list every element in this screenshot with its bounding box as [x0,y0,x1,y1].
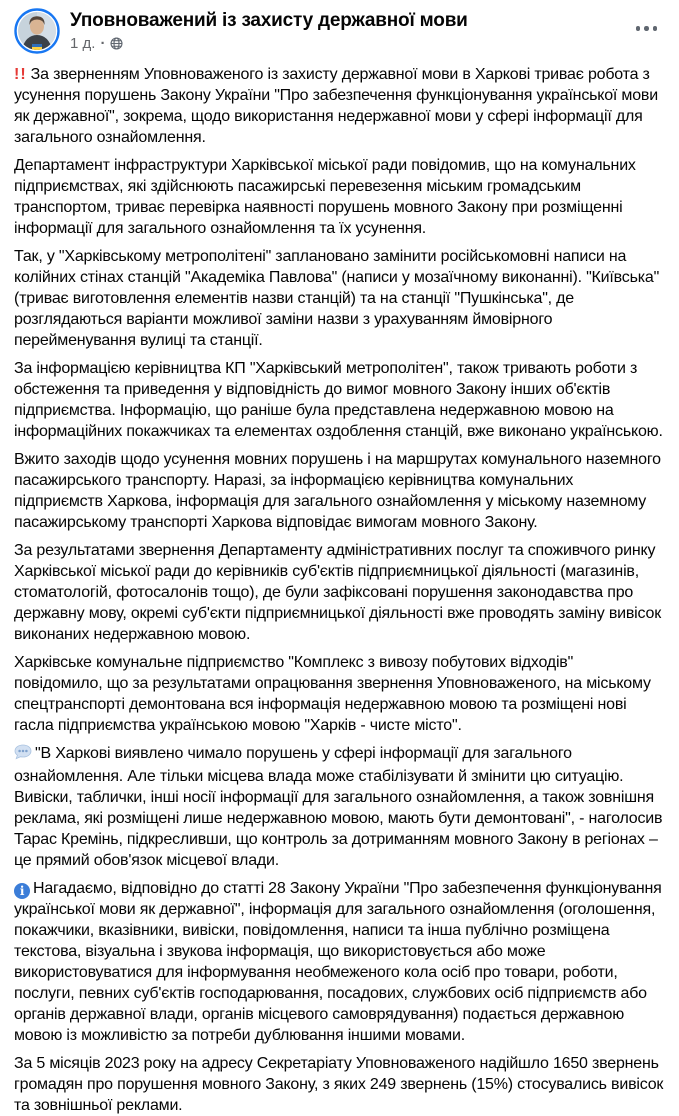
header-text-block [70,8,468,52]
post-paragraph [14,64,665,148]
speech-balloon-icon [14,744,32,766]
ellipsis-dot [636,26,641,31]
paragraph-text: "В Харкові виявлено чимало порушень у сфері інформації для загального ознайомлення. Але тільки місцева влада може стабілізувати й змінити цю ситуацію. Вивіски, таблички, інші носії інформації для загального ознайомлення, а також зовнішня реклама, які розміщені лише недержавною мовою, мають бути демонтовані", - наголосив Тарас Кремінь, підкресливши, що контроль за дотриманням мовного Закону в регіонах – це прямий обов'язок місцевої влади. [14,745,663,869]
paragraph-text: Харківське комунальне підприємство "Комплекс з вивозу побутових відходів" повідомило, що за результатами опрацювання звернення Уповноваженого, на міському спецтранспорті демонтована вся інформація недержавною мовою та розміщені нові гасла підприємства українською мовою "Харків - чисте місто". [14,654,651,734]
paragraph-text: Департамент інфраструктури Харківської міської ради повідомив, що на комунальних підприємствах, які здійснюють пасажирські перевезення міським громадським транспортом, триває перевірка наявності порушень мовного Закону при розміщенні інформації для загального ознайомлення та їх усунення. [14,157,636,237]
ellipsis-dot [644,26,649,31]
post-paragraph [14,878,665,1046]
post-meta [70,35,468,52]
post-paragraph [14,449,665,533]
avatar[interactable] [14,8,60,54]
paragraph-text: За результатами звернення Департаменту адміністративних послуг та споживчого ринку Харківської міської ради до керівників суб'єктів підприємницької діяльності (магазинів, стоматологій, фотосалонів тощо), де були зафіксовані порушення законодавства про державну мову, окремі суб'єкти підприємницької діяльності вже проводять заміну вивісок виконаних недержавною мовою. [14,542,661,643]
post-paragraph [14,155,665,239]
info-icon: i [14,883,30,899]
post-paragraph [14,540,665,645]
paragraph-text: За інформацією керівництва КП "Харківський метрополітен", також тривають роботи з обстеження та приведення у відповідність до вимог мовного Закону інших об'єктів підприємства. Інформацію, що раніше була представлена недержавною мовою на інформаційних покажчиках та елементах оздоблення станцій, вже виконано українською. [14,360,663,440]
post-paragraph [14,358,665,442]
paragraph-text: Вжито заходів щодо усунення мовних порушень і на маршрутах комунального наземного пасажирського транспорту. Наразі, за інформацією керівництва комунальних підприємств Харкова, інформація для загального ознайомлення у міському наземному пасажирському транспорті Харкова відповідає вимогам мовного Закону. [14,451,661,531]
paragraph-text: Нагадаємо, відповідно до статті 28 Закону України "Про забезпечення функціонування української мови як державної", інформація для загального ознайомлення (оголошення, покажчики, вказівники, вивіски, повідомлення, написи та інша публічно розміщена текстова, візуальна і звукова інформація, що використовується або може використовуватися для інформування необмеженого кола осіб про товари, роботи, послуги, певних суб'єктів господарювання, посадових, службових осіб підприємств або органів державної влади, органів місцевого самоврядування) подається державною мовою із можливістю за потреби дублювання іншими мовами. [14,880,662,1044]
post-paragraph [14,743,665,871]
globe-public-icon [110,37,123,50]
post-body-text [0,60,679,1116]
paragraph-text: Так, у "Харківському метрополітені" заплановано замінити російськомовні написи на колійних стінах станцій "Академіка Павлова" (написи у мозаїчному виконанні). "Київська" (триває виготовлення елементів назви станцій) та на станції "Пушкінська", де розглядаються варіанти можливої заміни назви з урахуванням ймовірного перейменування вулиці та станції. [14,248,660,349]
page-name-link[interactable]: Уповноважений із захисту державної мови [70,10,468,31]
post-header [0,0,679,60]
ellipsis-dot [653,26,658,31]
paragraph-text: За 5 місяців 2023 року на адресу Секретаріату Уповноваженого надійшло 1650 звернень громадян про порушення мовного Закону, з яких 249 звернень (15%) стосувались вивісок та зовнішньої реклами. [14,1055,664,1114]
timestamp-link[interactable]: 1 д. [70,34,96,52]
double-exclamation-icon: !! [14,66,27,83]
avatar-photo [14,8,60,54]
post-options-button[interactable] [632,20,662,37]
post-paragraph [14,1053,665,1116]
post-paragraph [14,652,665,736]
meta-separator: · [100,34,106,52]
paragraph-text: За зверненням Уповноваженого із захисту державної мови в Харкові триває робота з усунення порушень Закону України "Про забезпечення функціонування української мови як державної", зокрема, щодо використання недержавної мови у сфері інформації для загального ознайомлення. [14,66,658,146]
post-paragraph [14,246,665,351]
